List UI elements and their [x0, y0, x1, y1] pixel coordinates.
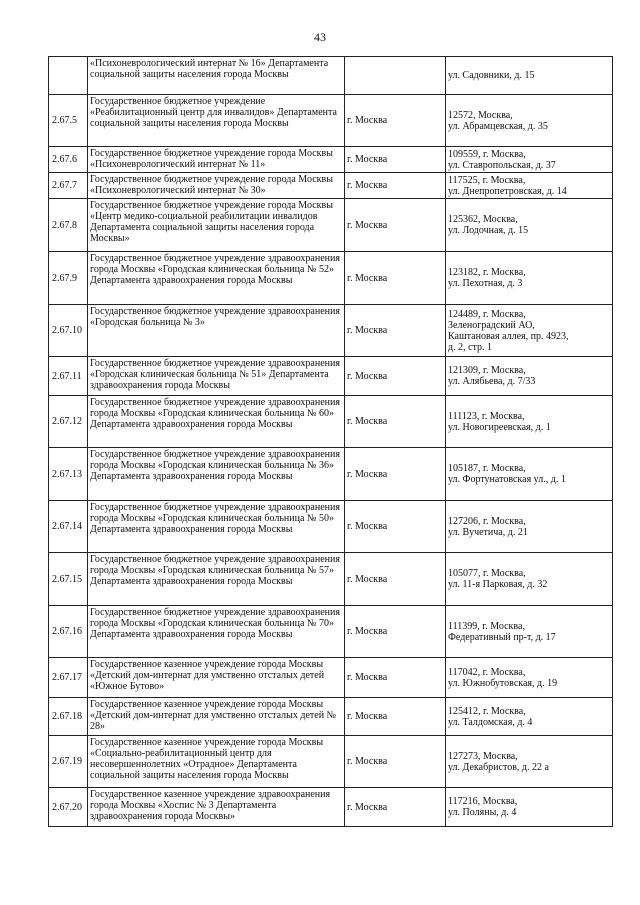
row-number: 2.67.8: [49, 199, 88, 252]
table-row: [49, 252, 613, 305]
row-number: 2.67.11: [49, 357, 88, 396]
address-line: ул. Южнобутовская, д. 19: [448, 677, 558, 689]
address: [446, 147, 613, 173]
city: [345, 57, 446, 95]
table-row: [49, 95, 613, 147]
city: г. Москва: [345, 95, 446, 147]
address-line: ул. 11-я Парковая, д. 32: [448, 579, 548, 590]
address-line: ул. Алябьева, д. 7/33: [448, 376, 536, 387]
table-row: [49, 553, 613, 606]
address: [446, 448, 613, 501]
row-number: 2.67.18: [49, 698, 88, 736]
address: [446, 95, 613, 147]
address-line: ул. Поляны, д. 4: [448, 807, 517, 818]
table-row: [49, 173, 613, 199]
row-number: 2.67.17: [49, 658, 88, 698]
table-row: [49, 736, 613, 788]
address: [446, 698, 613, 736]
address: [446, 658, 613, 698]
address-line: ул. Лодочная, д. 15: [448, 225, 529, 236]
institution-name: Государственное бюджетное учреждение здравоохранения «Городская больница № 3»: [88, 305, 345, 357]
city: г. Москва: [345, 396, 446, 448]
city: г. Москва: [345, 305, 446, 357]
city: г. Москва: [345, 736, 446, 788]
city: г. Москва: [345, 357, 446, 396]
address: [446, 57, 613, 95]
table-row: [49, 396, 613, 448]
address-line: 111399, г. Москва,: [448, 620, 525, 632]
table-row: [49, 199, 613, 252]
address-line: 12572, Москва,: [448, 109, 513, 121]
address-line: 125412, г. Москва,: [448, 705, 526, 717]
city: г. Москва: [345, 658, 446, 698]
address: [446, 252, 613, 305]
city: г. Москва: [345, 553, 446, 606]
row-number: 2.67.12: [49, 396, 88, 448]
row-number: 2.67.14: [49, 501, 88, 553]
address: [446, 736, 613, 788]
table-row: [49, 57, 613, 95]
institution-name: Государственное бюджетное учреждение «Реабилитационный центр для инвалидов» Департамента социальной защиты населения города Москвы: [88, 95, 345, 147]
institutions-table: [48, 56, 613, 827]
row-number: 2.67.19: [49, 736, 88, 788]
row-number: 2.67.5: [49, 95, 88, 147]
address: [446, 396, 613, 448]
address: [446, 501, 613, 553]
address-line: Каштановая аллея, пр. 4923,: [448, 330, 569, 342]
institution-name: Государственное бюджетное учреждение города Москвы «Центр медико-социальной реабилитации инвалидов Департамента социальной защиты населения города Москвы»: [88, 199, 345, 252]
institution-name: Государственное бюджетное учреждение здравоохранения города Москвы «Городская клиническая больница № 36» Департамента здравоохранения города Москвы: [88, 448, 345, 501]
city: г. Москва: [345, 199, 446, 252]
institution-name: «Психоневрологический интернат № 16» Департамента социальной защиты населения города Москвы: [88, 57, 345, 95]
row-number: 2.67.20: [49, 788, 88, 827]
address-line: 109559, г. Москва,: [448, 148, 526, 160]
institution-name: Государственное казенное учреждение города Москвы «Детский дом-интернат для умственно отсталых детей «Южное Бутово»: [88, 658, 345, 698]
address-line: ул. Абрамцевская, д. 35: [448, 120, 548, 132]
table-row: [49, 501, 613, 553]
address: [446, 173, 613, 199]
address-line: ул. Днепропетровская, д. 14: [448, 185, 567, 197]
address-line: Зеленоградский АО,: [448, 319, 535, 331]
address-line: 124489, г. Москва,: [448, 308, 526, 320]
address-line: 105187, г. Москва,: [448, 463, 526, 474]
address: [446, 199, 613, 252]
institution-name: Государственное бюджетное учреждение здравоохранения «Городская клиническая больница № 51» Департамента здравоохранения города Москвы: [88, 357, 345, 396]
address-line: ул. Талдомская, д. 4: [448, 716, 533, 728]
table-row: [49, 698, 613, 736]
address-line: 123182, г. Москва,: [448, 267, 526, 278]
institution-name: Государственное бюджетное учреждение здравоохранения города Москвы «Городская клиническая больница № 60» Департамента здравоохранения города Москвы: [88, 396, 345, 448]
institution-name: Государственное казенное учреждение здравоохранения города Москвы «Хоспис № 3 Департамента здравоохранения города Москвы»: [88, 788, 345, 827]
address-line: 117525, г. Москва,: [448, 174, 526, 186]
institution-name: Государственное казенное учреждение города Москвы «Детский дом-интернат для умственно отсталых детей № 28»: [88, 698, 345, 736]
address-line: д. 2, стр. 1: [448, 341, 493, 353]
row-number: 2.67.15: [49, 553, 88, 606]
address-line: 125362, Москва,: [448, 214, 518, 225]
table-row: [49, 606, 613, 658]
city: г. Москва: [345, 788, 446, 827]
address-line: ул. Ставропольская, д. 37: [448, 159, 556, 171]
address-line: ул. Декабристов, д. 22 а: [448, 761, 549, 773]
address-line: ул. Вучетича, д. 21: [448, 526, 528, 538]
page-number: 43: [314, 30, 326, 44]
city: г. Москва: [345, 147, 446, 173]
address: [446, 553, 613, 606]
address-line: ул. Садовники, д. 15: [448, 70, 535, 81]
table-row: [49, 788, 613, 827]
table-row: [49, 658, 613, 698]
row-number: 2.67.6: [49, 147, 88, 173]
city: г. Москва: [345, 173, 446, 199]
row-number: 2.67.9: [49, 252, 88, 305]
institution-name: Государственное бюджетное учреждение здравоохранения города Москвы «Городская клиническая больница № 52» Департамента здравоохранения города Москвы: [88, 252, 345, 305]
address-line: ул. Пехотная, д. 3: [448, 278, 523, 289]
address: [446, 606, 613, 658]
address-line: 127273, Москва,: [448, 750, 518, 762]
address-line: 111123, г. Москва,: [448, 410, 525, 422]
row-number: 2.67.10: [49, 305, 88, 357]
address-line: ул. Фортунатовская ул., д. 1: [448, 474, 566, 485]
row-number: 2.67.16: [49, 606, 88, 658]
address-line: ул. Новогиреевская, д. 1: [448, 421, 551, 433]
institution-name: Государственное бюджетное учреждение города Москвы «Психоневрологический интернат № 30»: [88, 173, 345, 199]
address-line: 117042, г. Москва,: [448, 666, 526, 678]
address-line: 127206, г. Москва,: [448, 515, 526, 527]
city: г. Москва: [345, 501, 446, 553]
city: г. Москва: [345, 448, 446, 501]
address-line: 105077, г. Москва,: [448, 568, 526, 579]
institution-name: Государственное бюджетное учреждение здравоохранения города Москвы «Городская клиническая больница № 57» Департамента здравоохранения города Москвы: [88, 553, 345, 606]
city: г. Москва: [345, 698, 446, 736]
address-line: Федеративный пр-т, д. 17: [448, 631, 556, 643]
table-row: [49, 448, 613, 501]
table-body: [49, 57, 613, 827]
row-number: 2.67.7: [49, 173, 88, 199]
address: [446, 788, 613, 827]
table-row: [49, 147, 613, 173]
address-line: 121309, г. Москва,: [448, 365, 526, 376]
institution-name: Государственное бюджетное учреждение здравоохранения города Москвы «Городская клиническая больница № 70» Департамента здравоохранения города Москвы: [88, 606, 345, 658]
table-row: [49, 357, 613, 396]
city: г. Москва: [345, 606, 446, 658]
address-line: 117216, Москва,: [448, 796, 518, 807]
institution-name: Государственное бюджетное учреждение здравоохранения города Москвы «Городская клиническая больница № 50» Департамента здравоохранения города Москвы: [88, 501, 345, 553]
city: г. Москва: [345, 252, 446, 305]
table-row: [49, 305, 613, 357]
row-number: 2.67.13: [49, 448, 88, 501]
address: [446, 305, 613, 357]
institution-name: Государственное казенное учреждение города Москвы «Социально-реабилитационный центр для несовершеннолетних «Отрадное» Департамента социальной защиты населения города Москвы: [88, 736, 345, 788]
row-number: [49, 57, 88, 95]
address: [446, 357, 613, 396]
institution-name: Государственное бюджетное учреждение города Москвы «Психоневрологический интернат № 11»: [88, 147, 345, 173]
